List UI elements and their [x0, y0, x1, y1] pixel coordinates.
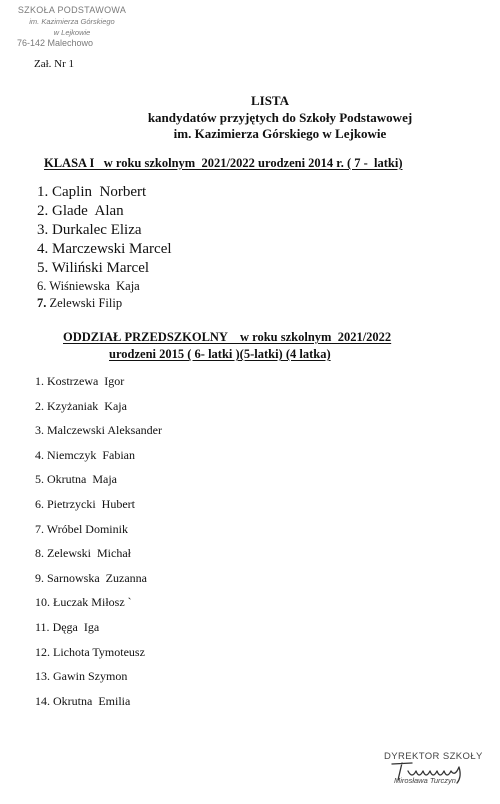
stamp-line-4: 76-142 Malechowo — [17, 38, 94, 48]
list-item: 3. Malczewski Aleksander — [35, 423, 162, 438]
title-line-2: kandydatów przyjętych do Szkoły Podstawowej — [147, 110, 413, 125]
section-2-heading-line-1: ODDZIAŁ PRZEDSZKOLNY w roku szkolnym 2021/2022 — [63, 330, 392, 344]
list-item: 1. Caplin Norbert — [37, 184, 147, 200]
director-signature-stamp — [378, 751, 493, 785]
list-item: 14. Okrutna Emilia — [35, 693, 131, 708]
section-2-list — [35, 373, 162, 717]
document-title — [0, 92, 500, 142]
list-item: 8. Zelewski Michał — [35, 546, 131, 561]
list-item: 9. Sarnowska Zuzanna — [35, 570, 147, 585]
list-item: 7. Zelewski Filip — [37, 296, 123, 310]
list-item: 2. Glade Alan — [37, 203, 124, 219]
list-item: 13. Gawin Szymon — [35, 669, 128, 684]
signature-name: Mirosława Turczyn — [394, 776, 456, 785]
list-item: 12. Lichota Tymoteusz — [35, 644, 145, 659]
list-item: 10. Łuczak Miłosz ` — [35, 595, 132, 610]
title-line-3: im. Kazimierza Górskiego w Lejkowie — [173, 126, 387, 141]
stamp-line-1: SZKOŁA PODSTAWOWA — [17, 5, 127, 15]
section-1-heading: KLASA I w roku szkolnym 2021/2022 urodzeni 2014 r. ( 7 - latki) — [44, 156, 403, 170]
section-1-list — [37, 183, 172, 312]
list-item: 11. Dęga Iga — [35, 619, 100, 634]
list-item: 6. Pietrzycki Hubert — [35, 496, 135, 511]
list-item: 4. Niemczyk Fabian — [35, 447, 135, 462]
section-2-heading-line-2: urodzeni 2015 ( 6- latki )(5-latki) (4 latka) — [109, 347, 331, 361]
list-item: 4. Marczewski Marcel — [37, 241, 172, 257]
list-item: 7. Wróbel Dominik — [35, 521, 128, 536]
stamp-line-2: im. Kazimierza Górskiego — [29, 17, 115, 26]
list-item: 5. Okrutna Maja — [35, 472, 117, 487]
list-item: 2. Kzyżaniak Kaja — [35, 398, 127, 413]
list-item: 1. Kostrzewa Igor — [35, 374, 125, 388]
title-line-1: LISTA — [250, 93, 290, 108]
school-stamp — [17, 5, 127, 49]
signature-role: DYREKTOR SZKOŁY — [384, 751, 483, 762]
list-item: 3. Durkalec Eliza — [37, 222, 142, 238]
stamp-line-3: w Lejkowie — [53, 28, 91, 37]
list-item: 5. Wiliński Marcel — [37, 260, 150, 276]
attachment-number: Zał. Nr 1 — [34, 58, 75, 70]
list-item: 6. Wiśniewska Kaja — [37, 279, 140, 293]
